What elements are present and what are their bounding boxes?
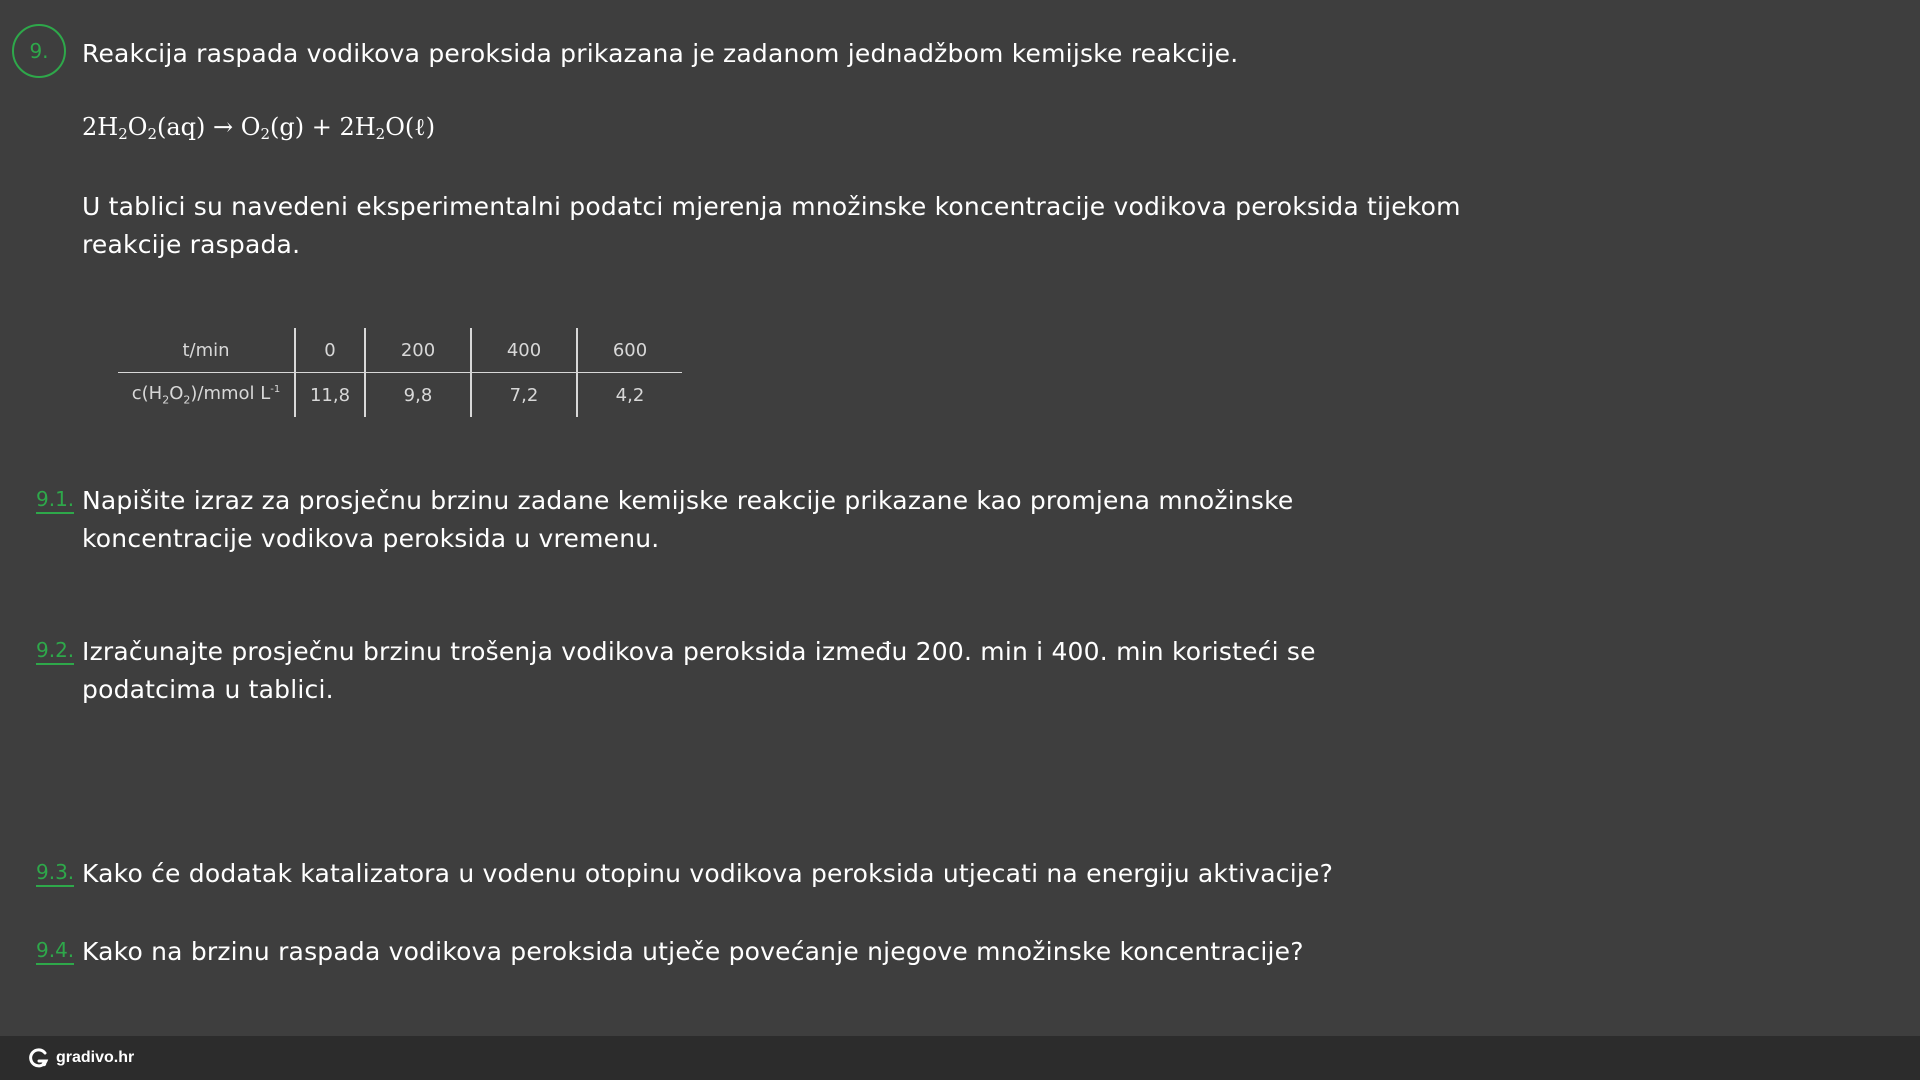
subquestion-line: podatcima u tablici. [82, 675, 334, 704]
question-number: 9. [29, 39, 49, 63]
time-cell: 200 [365, 328, 471, 373]
concentration-table [118, 328, 682, 417]
subquestion-9-1 [82, 482, 1294, 558]
time-cell: 400 [471, 328, 577, 373]
table-data-row [118, 373, 682, 418]
time-cell: 0 [295, 328, 365, 373]
concentration-cell: 7,2 [471, 373, 577, 418]
subquestion-line: Kako će dodatak katalizatora u vodenu otopinu vodikova peroksida utjecati na energiju aktivacije? [82, 859, 1334, 888]
concentration-label: $c(H_2O_2)$/mmol $L^{-1}$ [131, 383, 281, 407]
concentration-cell: 11,8 [295, 373, 365, 418]
subquestion-9-4 [82, 933, 1304, 971]
brand-link[interactable]: gradivo.hr [56, 1049, 135, 1066]
subquestion-line: Izračunajte prosječnu brzinu trošenja vodikova peroksida između 200. min i 400. min koristeći se [82, 637, 1316, 666]
gradivo-logo-icon[interactable] [28, 1047, 50, 1069]
time-cell: 600 [577, 328, 682, 373]
table-intro [82, 188, 1461, 264]
question-intro: Reakcija raspada vodikova peroksida prikazana je zadanom jednadžbom kemijske reakcije. [82, 39, 1239, 68]
subquestion-9-2 [82, 633, 1316, 709]
concentration-cell: 9,8 [365, 373, 471, 418]
subquestion-9-3 [82, 855, 1333, 893]
subquestion-number: 9.1. [36, 487, 74, 514]
question-number-badge [12, 24, 66, 78]
table-header-row [118, 328, 682, 373]
time-label: t/min [118, 328, 295, 373]
subquestion-number: 9.2. [36, 638, 74, 665]
subquestion-number: 9.4. [36, 938, 74, 965]
table-intro-line: reakcije raspada. [82, 230, 301, 259]
subquestion-line: Napišite izraz za prosječnu brzinu zadane kemijske reakcije prikazane kao promjena množinske [82, 486, 1294, 515]
subquestion-line: koncentracije vodikova peroksida u vremenu. [82, 524, 660, 553]
chemical-equation: $2H_2O_2(aq) \to O_2(g)$ + $2H_2O(\ell)$ [82, 113, 436, 143]
concentration-cell: 4,2 [577, 373, 682, 418]
subquestion-number: 9.3. [36, 860, 74, 887]
subquestion-line: Kako na brzinu raspada vodikova peroksida utječe povećanje njegove množinske koncentracije? [82, 937, 1304, 966]
footer-bar [0, 1036, 1920, 1080]
table-intro-line: U tablici su navedeni eksperimentalni podatci mjerenja množinske koncentracije vodikova peroksida tijekom [82, 192, 1461, 221]
